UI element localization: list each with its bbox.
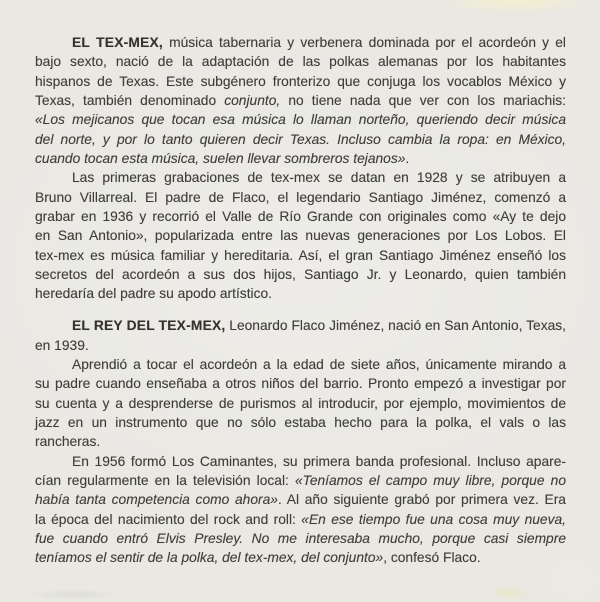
scan-smudge-bottom-right [487,586,533,600]
text-line-content [35,190,566,205]
text-line-content [72,454,566,469]
text-line-content [72,357,566,372]
text-line-content [35,209,566,224]
text-line [35,510,566,529]
text-line-content [35,473,566,488]
text-line [35,374,566,393]
text-line [35,413,566,432]
text-run: la época del nacimiento del rock and roll: [35,511,302,527]
text-line-content [35,54,566,69]
text-run: Leonardo Flaco Jiménez, nació en San Antonio, Texas, [225,318,566,334]
text-line [35,91,566,110]
text-line [35,471,566,490]
text-line-content [35,550,481,565]
text-run: del norte, y por lo tanto quieren decir Texas. Incluso cambia la ropa: en México, [35,131,566,147]
text-line-content [35,512,566,527]
paragraph-tex-mex-intro [35,33,566,168]
text-line [35,149,566,168]
text-line-content [35,415,566,430]
text-run: hispanos de Texas. Este subgénero fronterizo que conjuga los vocablos México y [35,73,566,89]
text-run: había tanta competencia como ahora» [35,492,278,508]
text-line [35,284,566,303]
text-line [35,355,566,374]
text-run: cuando tocan esta música, suelen llevar sombreros tejanos» [35,151,406,167]
text-line-content [35,376,566,391]
article-text [35,33,566,568]
text-line [35,336,566,355]
text-run: en 1939. [35,337,89,353]
text-run: música tabernaria y verbenera dominada por el acordeón y el [162,35,566,50]
text-line [35,432,566,451]
text-line-content [72,318,566,333]
text-line [35,452,566,471]
text-line-content [35,74,566,89]
text-run: «Teníamos el campo muy libre, porque no [295,473,566,489]
text-line-content [35,267,566,282]
text-line-content [35,248,566,263]
text-run: En 1956 formó Los Caminantes, su primera banda profesional. Incluso apare- [72,453,566,469]
section-heading: EL TEX-MEX, [72,35,163,50]
text-line-content [35,492,566,507]
text-line-content [35,151,409,166]
text-line [35,529,566,548]
text-run: en San Antonio», popularizada entre las nuevas generaciones por Los Lobos. El [35,228,566,244]
text-run: Las primeras grabaciones de tex-mex se datan en 1928 y se atribuyen a [72,170,566,186]
text-line-content [35,93,566,108]
text-run: bajo sexto, nació de la adaptación de las polkas alemanas por los habitantes [35,54,566,70]
text-run: rancheras. [35,434,101,450]
text-line-content [72,35,566,50]
text-line-content [35,434,100,449]
text-run: su cuenta y a desprenderse de purismos al introducir, por ejemplo, movimientos de [35,395,566,411]
paragraph-learning-accordion [35,355,566,452]
text-run: secretos del acordeón a sus dos hijos, Santiago Jr. y Leonardo, quien también [35,267,566,283]
text-line [35,168,566,187]
text-run: . Al año siguiente grabó por primera vez. Era [277,492,566,508]
paragraph-rey-del-tex-mex [35,316,566,355]
text-run: «Los mejicanos que tocan esa música lo llaman norteño, queriendo decir música [35,112,566,128]
text-line [35,130,566,149]
text-line [35,188,566,207]
text-run: «En ese tiempo fue una cosa muy nueva, [301,511,566,527]
text-run: tex-mex es música familiar y hereditaria. Así, el gran Santiago Jiménez enseñó los [35,247,566,263]
scan-smudge-top-right [435,0,595,14]
text-line [35,52,566,71]
text-line [35,265,566,284]
text-line [35,72,566,91]
text-line [35,490,566,509]
text-line [35,110,566,129]
section-heading: EL REY DEL TEX-MEX, [72,318,226,334]
text-run: Bruno Villarreal. El padre de Flaco, el legendario Santiago Jiménez, comenzó a [35,189,566,205]
text-run: Aprendió a tocar el acordeón a la edad de siete años, únicamente mirando a [72,357,566,372]
text-run: jazz en un instrumento que no sólo estaba hecho para la polka, el vals o las [35,415,566,431]
text-run: no tiene nada que ver con los mariachis: [280,93,566,109]
text-run: . [405,151,410,167]
text-run: su padre cuando enseñaba a otros niños del barrio. Pronto empezó a investigar por [35,376,566,392]
text-run: teníamos el sentir de la polka, del tex-mex, del conjunto» [35,550,384,566]
text-line-content [35,286,272,301]
text-line [35,548,566,567]
text-line-content [35,112,566,127]
text-run: fue cuando entró Elvis Presley. No me interesaba mucho, porque casi siempre [35,531,566,547]
text-line-content [35,228,566,243]
text-line [35,394,566,413]
text-run: conjunto, [224,93,281,109]
paragraph-los-caminantes [35,452,566,568]
text-run: grabar en 1936 y recorrió el Valle de Río Grande con originales como «Ay te dejo [35,209,566,225]
scan-smudge-bottom-left [28,589,118,600]
text-line-content [35,531,566,546]
text-line [35,33,566,52]
text-run: Texas, también denominado [35,93,225,109]
text-line [35,316,566,335]
text-line [35,226,566,245]
text-line-content [35,338,89,353]
text-line [35,207,566,226]
text-line-content [72,170,566,185]
text-line-content [35,132,566,147]
text-line [35,246,566,265]
paragraph-first-recordings [35,168,566,303]
text-run: cían regularmente en la televisión local: [35,473,295,489]
text-run: , confesó Flaco. [383,550,481,566]
text-run: heredaría del padre su apodo artístico. [35,286,272,302]
text-line-content [35,396,566,411]
